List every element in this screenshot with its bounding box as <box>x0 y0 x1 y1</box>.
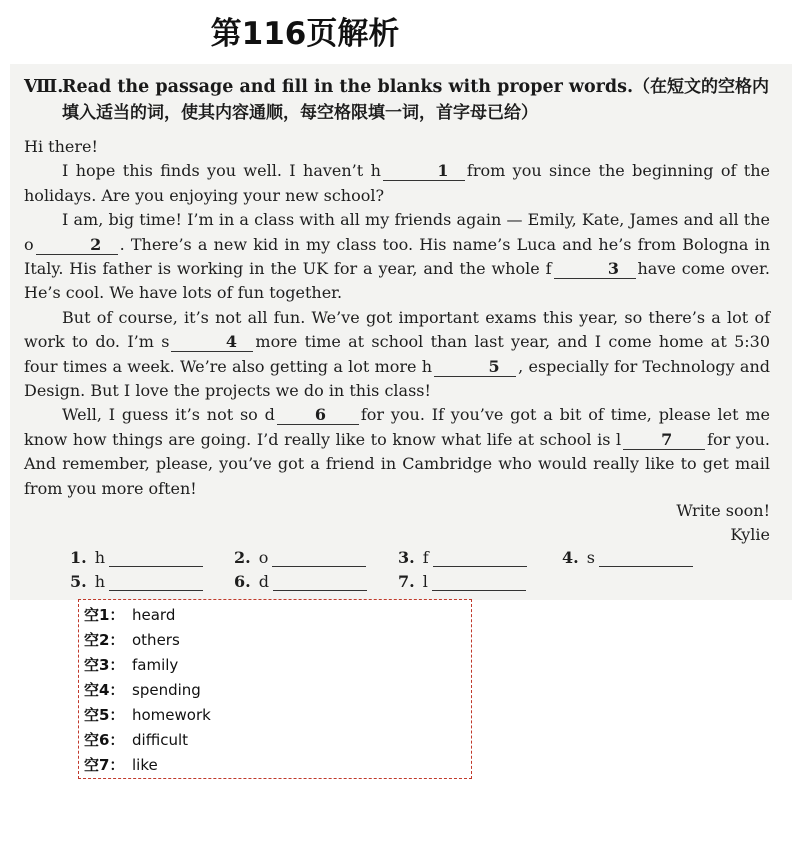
answer-key-label: 空7： <box>84 756 125 774</box>
answer-line-number: 6. <box>234 572 251 591</box>
section-number: Ⅷ. <box>24 77 64 97</box>
answer-line-letter: h <box>94 548 106 567</box>
answer-key-value: homework <box>132 706 211 724</box>
answer-key-value: difficult <box>132 731 188 749</box>
answer-line-number: 2. <box>234 548 251 567</box>
answer-key-item <box>84 629 180 651</box>
paragraph-text: from you since the beginning of the holidays. Are you enjoying your new school? <box>24 161 771 205</box>
answer-underline <box>433 550 527 567</box>
signature: Kylie <box>730 525 770 544</box>
answer-lines-row-1 <box>70 548 726 567</box>
answer-key-label: 空5： <box>84 706 125 724</box>
answer-line-4 <box>562 548 726 567</box>
blank-6: 6 <box>277 406 359 425</box>
paragraph-text: I am, big time! I’m in a class with all my friends again — Emily, Kate, James and all the o <box>24 210 770 254</box>
answer-line-letter: h <box>94 572 106 591</box>
answer-key-value: others <box>132 631 180 649</box>
paragraph-4 <box>24 403 770 501</box>
paragraph-text: , especially for Technology and Design. But I love the projects we do in this class! <box>24 356 770 401</box>
paragraph-1 <box>24 159 770 208</box>
answer-line-5 <box>70 572 234 591</box>
answer-key-item <box>84 654 178 676</box>
answer-key-value: family <box>132 656 179 674</box>
answer-key-label: 空2： <box>84 631 125 649</box>
answer-key-box <box>78 599 472 779</box>
paragraph-text: . There’s a new kid in my class too. His name’s Luca and he’s from Bologna in Italy. His father is working in the UK for a year, and the whole f <box>24 234 770 279</box>
greeting: Hi there! <box>24 137 98 156</box>
answer-line-number: 7. <box>398 572 415 591</box>
answer-line-letter: o <box>258 548 269 567</box>
answer-line-2 <box>234 548 398 567</box>
blank-1: 1 <box>383 162 465 181</box>
answer-line-number: 3. <box>398 548 415 567</box>
instruction-english: Read the passage and fill in the blanks with proper words. <box>62 77 634 97</box>
answer-line-letter: l <box>422 572 428 591</box>
exercise-heading <box>24 74 776 126</box>
paragraph-text: for you. If you’ve got a bit of time, please let me know how things are going. I’d really like to know what life at school is l <box>24 405 771 449</box>
answer-key-value: like <box>132 756 158 774</box>
closing: Write soon! <box>676 501 770 520</box>
passage <box>24 135 770 501</box>
answer-underline <box>109 550 203 567</box>
answer-line-letter: d <box>258 572 269 591</box>
answer-lines-row-2 <box>70 572 562 591</box>
answer-line-7 <box>398 572 562 591</box>
answer-underline <box>272 550 366 567</box>
paragraph-text: But of course, it’s not all fun. We’ve got important exams this year, so there’s a lot of work to do. I’m s <box>24 307 770 352</box>
answer-key-label: 空6： <box>84 731 125 749</box>
blank-7: 7 <box>623 431 705 450</box>
answer-underline <box>109 574 203 591</box>
page-title: 第116页解析 <box>210 16 400 52</box>
paragraph-2 <box>24 208 770 306</box>
answer-line-6 <box>234 572 398 591</box>
answer-key-item <box>84 754 158 776</box>
answer-key-label: 空1： <box>84 606 125 624</box>
answer-underline <box>432 574 526 591</box>
answer-line-3 <box>398 548 562 567</box>
paragraph-text: I hope this finds you well. I haven’t h <box>62 161 381 181</box>
blank-2: 2 <box>36 236 118 255</box>
blank-4: 4 <box>171 333 253 352</box>
answer-key-item <box>84 604 175 626</box>
answer-line-1 <box>70 548 234 567</box>
answer-underline <box>599 550 693 567</box>
instruction-chinese-2: 填入适当的词，使其内容通顺，每空格限填一词，首字母已给） <box>62 103 538 123</box>
blank-5: 5 <box>434 358 516 377</box>
answer-key-label: 空3： <box>84 656 125 674</box>
answer-key-value: spending <box>132 681 201 699</box>
answer-key-item <box>84 704 211 726</box>
blank-3: 3 <box>554 260 636 279</box>
paragraph-3 <box>24 306 770 404</box>
paragraph-text: Well, I guess it’s not so d <box>62 405 275 425</box>
answer-line-number: 4. <box>562 548 579 567</box>
answer-underline <box>273 574 367 591</box>
paragraph-text: have come over. He’s cool. We have lots of fun together. <box>24 259 770 303</box>
answer-key-value: heard <box>132 606 176 624</box>
answer-line-letter: f <box>422 548 429 567</box>
answer-line-number: 1. <box>70 548 87 567</box>
paragraph-text: for you. And remember, please, you’ve got a friend in Cambridge who would really like to get mail from you more often! <box>24 429 770 498</box>
answer-key-item <box>84 679 201 701</box>
answer-line-letter: s <box>586 548 595 567</box>
answer-line-number: 5. <box>70 572 87 591</box>
paragraph-text: more time at school than last year, and I come home at 5:30 four times a week. We’re also getting a lot more h <box>24 332 771 376</box>
answer-key-label: 空4： <box>84 681 125 699</box>
instruction-chinese-1: （在短文的空格内 <box>633 77 770 97</box>
answer-key-item <box>84 729 188 751</box>
